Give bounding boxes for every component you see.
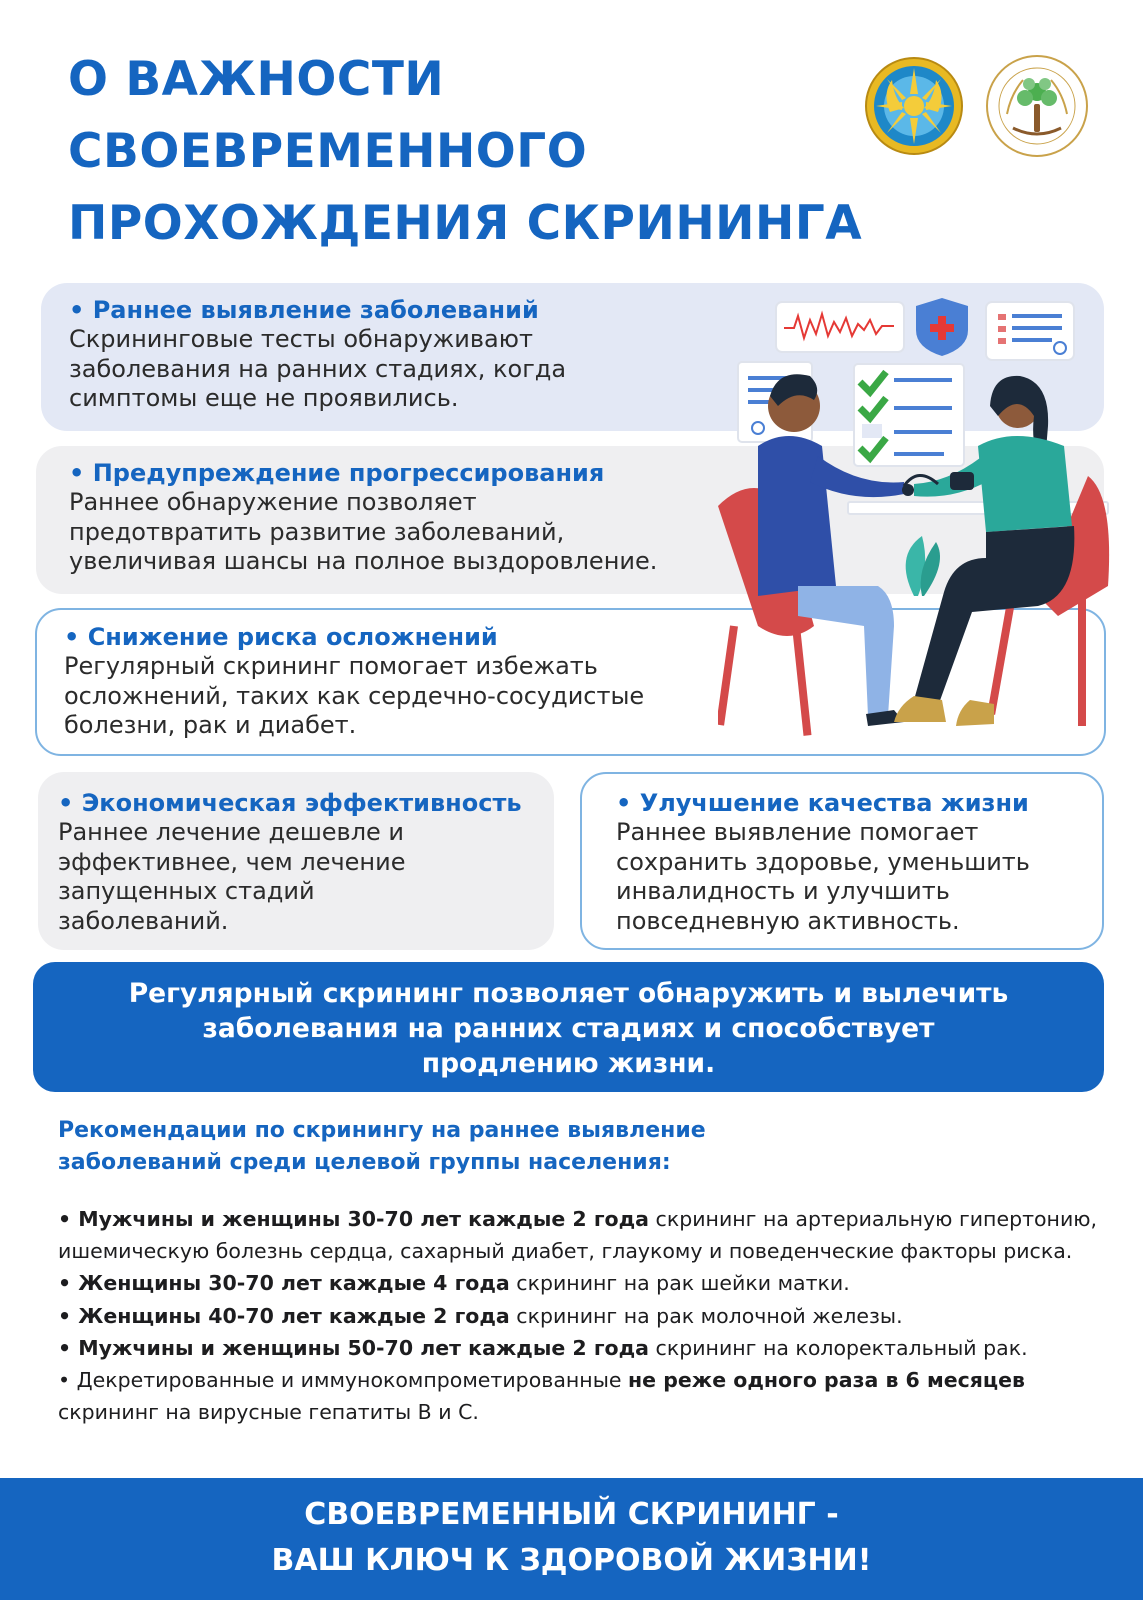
card-heading: • Раннее выявление заболеваний: [69, 296, 539, 324]
recommendation-text: скрининг на колоректальный рак.: [649, 1335, 1028, 1360]
recommendation-item: [58, 1332, 1098, 1364]
card-body: Раннее выявление помогает сохранить здоровье, уменьшить инвалидность и улучшить повседневную активность.: [616, 818, 1030, 935]
recommendation-text: скрининг на рак молочной железы.: [509, 1303, 903, 1328]
card-body: Скрининговые тесты обнаруживают заболевания на ранних стадиях, когда симптомы еще не проявились.: [69, 325, 567, 412]
card-body: Раннее лечение дешевле и эффективнее, чем лечение запущенных стадий заболеваний.: [58, 818, 406, 935]
recommendations-title-line: Рекомендации по скринингу на раннее выявление: [58, 1118, 706, 1143]
page-title: [68, 44, 888, 260]
card-heading: • Экономическая эффективность: [58, 789, 522, 817]
banner-line: продлению жизни.: [421, 1048, 716, 1079]
recommendation-text: скрининг на артериальную гипертонию, ишемическую болезнь сердца, сахарный диабет, глаукому и поведенческие факторы риска.: [58, 1207, 1098, 1264]
benefit-card-quality-of-life: [580, 772, 1104, 950]
card-heading: • Снижение риска осложнений: [64, 623, 498, 651]
footer-line: ВАШ КЛЮЧ К ЗДОРОВОЙ ЖИЗНИ!: [271, 1543, 872, 1578]
card-heading: • Улучшение качества жизни: [616, 789, 1029, 817]
recommendations-title-line: заболеваний среди целевой группы населения:: [58, 1150, 671, 1175]
state-emblem-logo: [862, 54, 966, 158]
banner-line: Регулярный скрининг позволяет обнаружить и вылечить: [128, 978, 1009, 1009]
page-title-line: О ВАЖНОСТИ: [68, 52, 445, 107]
footer-line: СВОЕВРЕМЕННЫЙ СКРИНИНГ -: [304, 1497, 839, 1532]
recommendations-title: [58, 1115, 706, 1179]
recommendation-group: • Декретированные и иммунокомпрометированные: [58, 1368, 629, 1393]
recommendation-item: [58, 1364, 1098, 1428]
recommendation-frequency: не реже одного раза в 6 месяцев: [628, 1368, 1026, 1393]
recommendation-group: • Мужчины и женщины 50-70 лет каждые 2 года: [58, 1335, 650, 1360]
recommendation-item: [58, 1267, 1098, 1299]
recommendation-text: скрининг на вирусные гепатиты В и С.: [58, 1400, 479, 1425]
banner-line: заболевания на ранних стадиях и способствует: [202, 1013, 935, 1044]
recommendation-item: [58, 1203, 1098, 1267]
recommendation-text: скрининг на рак шейки матки.: [509, 1271, 850, 1296]
recommendation-group: • Мужчины и женщины 30-70 лет каждые 2 года: [58, 1207, 650, 1231]
card-body: Регулярный скрининг помогает избежать осложнений, таких как сердечно-сосудистые болезни, рак и диабет.: [64, 652, 645, 739]
recommendation-group: • Женщины 30-70 лет каждые 4 года: [58, 1271, 510, 1296]
recommendation-item: [58, 1300, 1098, 1332]
page-title-line: СВОЕВРЕМЕННОГО: [68, 124, 588, 179]
doctor-patient-illustration: [718, 296, 1114, 744]
card-body: Раннее обнаружение позволяет предотвратить развитие заболеваний, увеличивая шансы на полное выздоровление.: [69, 488, 658, 575]
benefit-card-economic: [38, 772, 554, 950]
recommendation-group: • Женщины 40-70 лет каждые 2 года: [58, 1303, 510, 1328]
recommendations-list: [58, 1203, 1098, 1428]
footer-slogan: [0, 1478, 1143, 1600]
page-title-line: ПРОХОЖДЕНИЯ СКРИНИНГА: [68, 196, 863, 251]
healthcare-fund-logo: [985, 54, 1089, 158]
card-heading: • Предупреждение прогрессирования: [69, 459, 605, 487]
key-message-banner: [33, 962, 1104, 1092]
